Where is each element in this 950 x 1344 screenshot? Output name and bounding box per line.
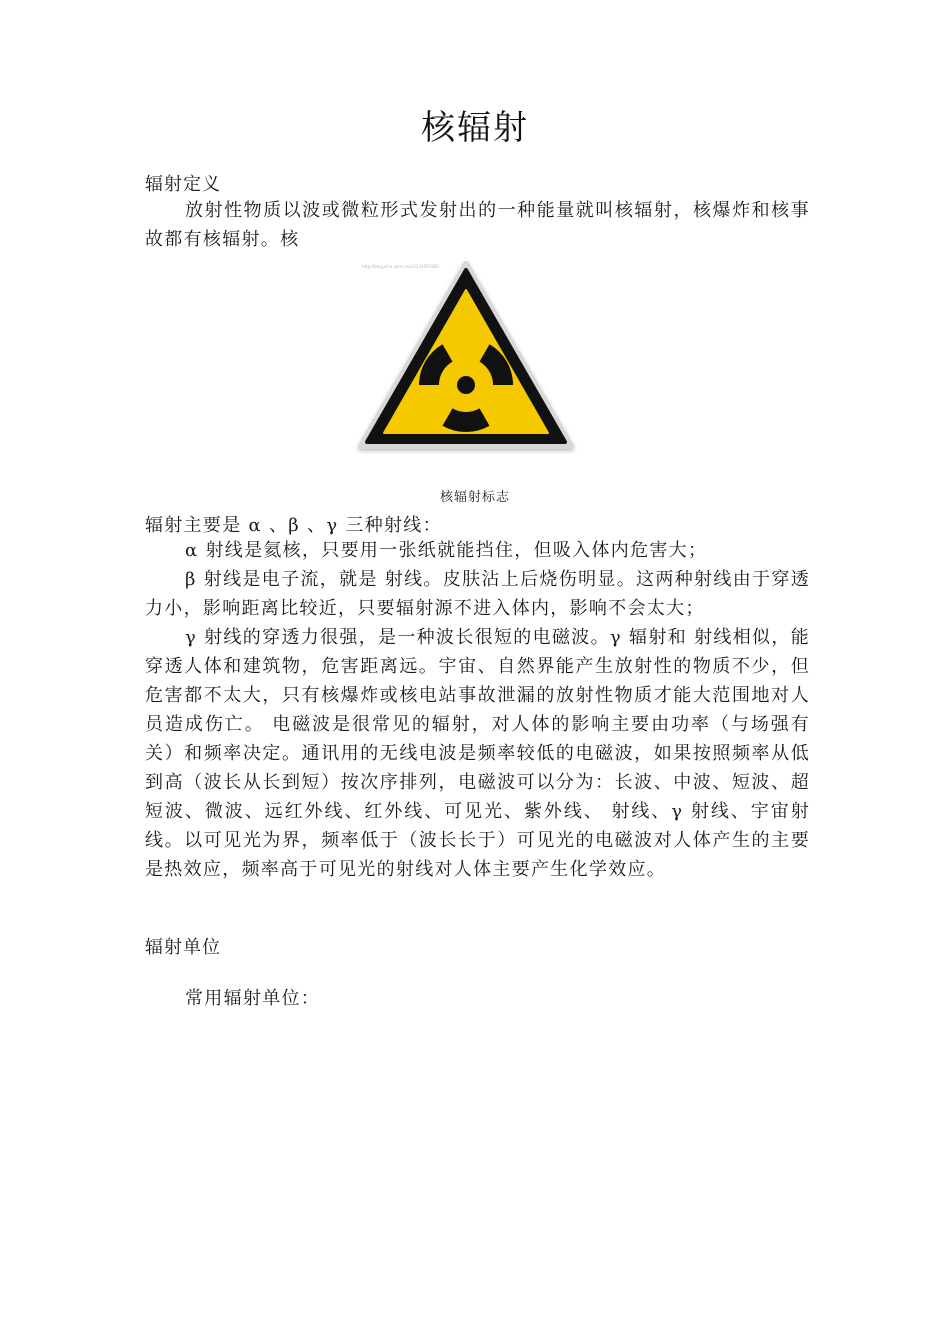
alpha-paragraph: α 射线是氦核，只要用一张纸就能挡住，但吸入体内危害大；	[185, 540, 708, 561]
gamma-paragraph: γ 射线的穿透力很强，是一种波长很短的电磁波。γ 辐射和 射线相似，能穿透人体和建筑物，危害距离远。宇宙、自然界能产生放射性的物质不少，但危害都不太大，只有核爆炸或核电站事故泄漏的放射性物质才能大范围地对人员造成伤亡。 电磁波是很常见的辐射，对人体的影响主要由功率（与场强有关）和频率决定。通讯用的无线电波是频率较低的电磁波，如果按照频率从低到高（波长从长到短）按次序排列，电磁波可以分为：长波、中波、短波、超短波、微波、远红外线、红外线、可见光、紫外线、 射线、γ 射线、宇宙射线。以可见光为界，频率低于（波长长于）可见光的电磁波对人体产生的主要是热效应，频率高于可见光的射线对人体主要产生化学效应。	[145, 627, 810, 880]
section-heading-units: 辐射单位	[145, 937, 221, 958]
beta-paragraph: β 射线是电子流，就是 射线。皮肤沾上后烧伤明显。这两种射线由于穿透力小，影响距离比较近，只要辐射源不进入体内，影响不会太大；	[145, 569, 810, 619]
image-watermark: http://blog.sina.com.cn/u/1234567890	[362, 264, 439, 269]
document-title: 核辐射	[421, 108, 529, 148]
section-heading-definition: 辐射定义	[145, 174, 221, 195]
radiation-warning-icon	[355, 258, 577, 454]
units-line: 常用辐射单位：	[185, 988, 321, 1009]
figure-caption: 核辐射标志	[439, 490, 510, 505]
rays-intro: 辐射主要是 α 、β 、γ 三种射线：	[145, 515, 442, 536]
definition-paragraph: 放射性物质以波或微粒形式发射出的一种能量就叫核辐射，核爆炸和核事故都有核辐射。核	[145, 200, 810, 250]
